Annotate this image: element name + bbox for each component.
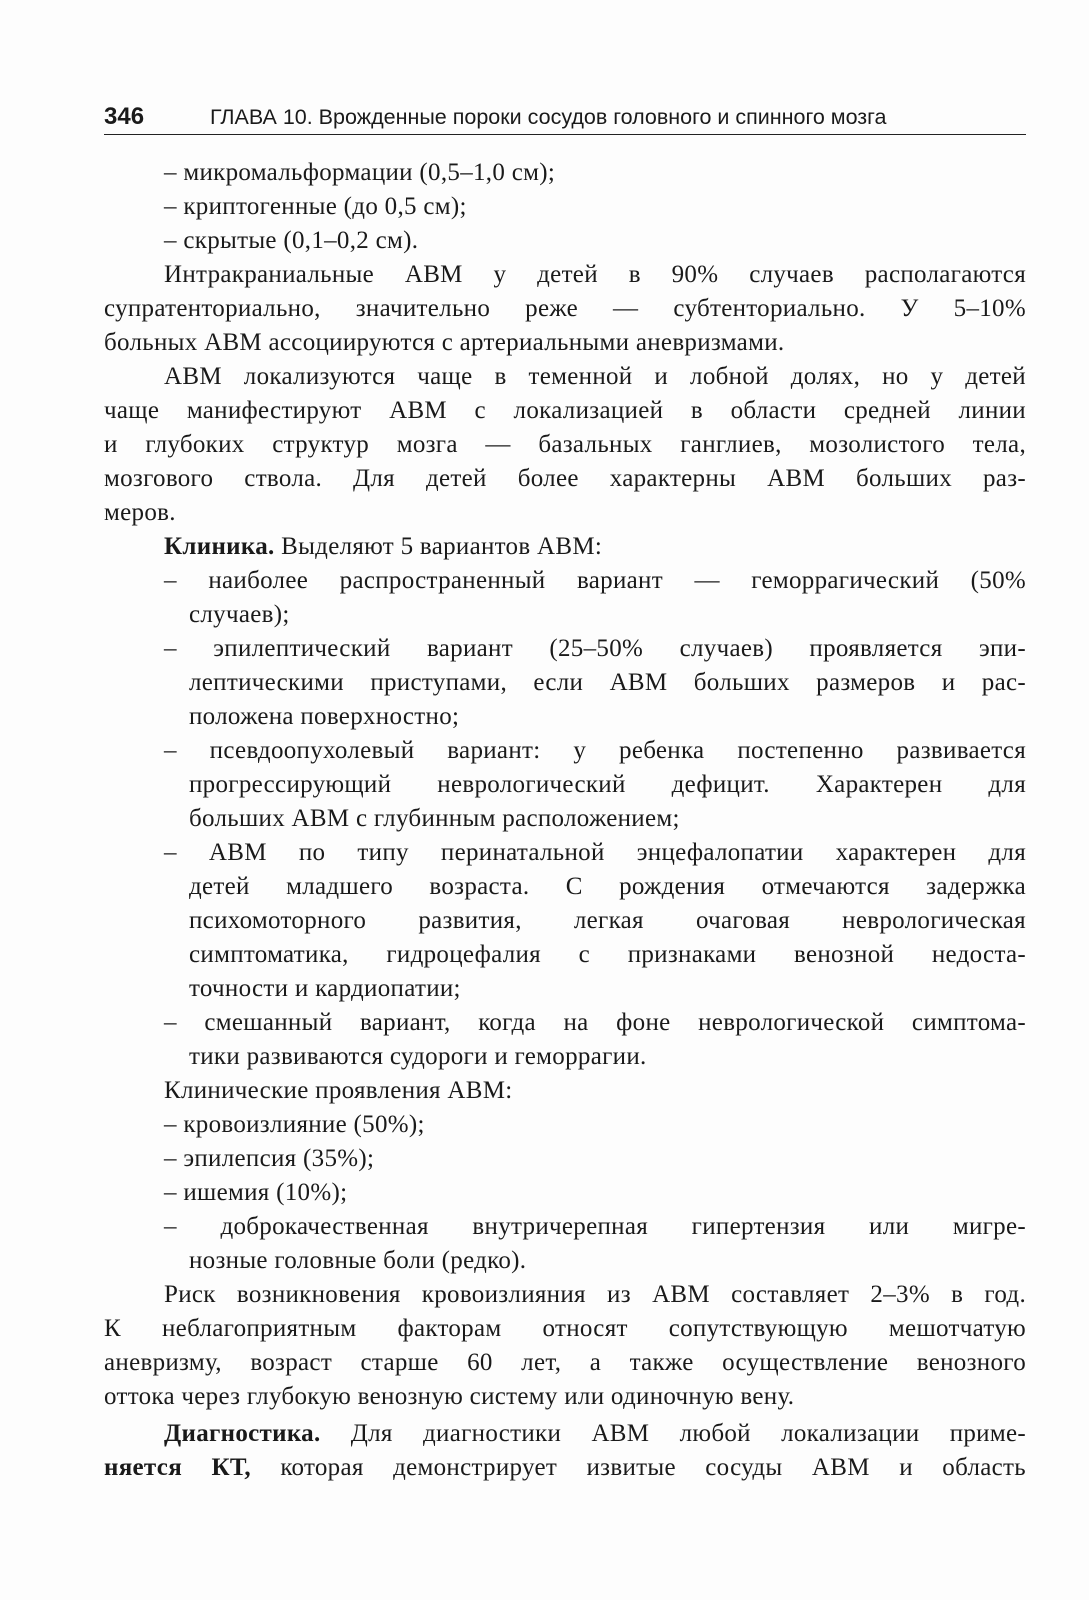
- text-line: – кровоизлияние (50%);: [164, 1111, 425, 1138]
- text-line: – ишемия (10%);: [164, 1179, 348, 1206]
- text-line: психомоторного развития, легкая очаговая неврологическая: [189, 907, 1026, 934]
- text-line: супратенториально, значительно реже — субтенториально. У 5–10%: [104, 295, 1026, 322]
- text-line: лептическими приступами, если АВМ больших размеров и рас-: [189, 669, 1026, 696]
- text-line: оттока через глубокую венозную систему или одиночную вену.: [104, 1383, 795, 1410]
- text-line: – микромальформации (0,5–1,0 см);: [164, 159, 556, 186]
- text-line: Риск возникновения кровоизлияния из АВМ составляет 2–3% в год.: [164, 1281, 1026, 1308]
- diagnostics-line-2: [104, 1451, 1026, 1485]
- diagnostics-line-1: [104, 1417, 1026, 1451]
- text-line: чаще манифестируют АВМ с локализацией в области средней линии: [104, 397, 1026, 424]
- clinic-heading: Клиника.: [164, 533, 275, 560]
- text-line: детей младшего возраста. С рождения отмечаются задержка: [189, 873, 1026, 900]
- clinic-intro: Выделяют 5 вариантов АВМ:: [274, 533, 603, 560]
- clinic-block: [104, 564, 1026, 1414]
- text-line: Клинические проявления АВМ:: [164, 1077, 513, 1104]
- text-line: больных АВМ ассоциируются с артериальными аневризмами.: [104, 329, 785, 356]
- intro-block: [104, 156, 1026, 530]
- text-line: случаев);: [189, 601, 290, 628]
- body-text: [104, 156, 1026, 1485]
- text-line: положена поверхностно;: [189, 703, 460, 730]
- page-header: [104, 100, 1026, 135]
- text-line: меров.: [104, 499, 176, 526]
- text-line: прогрессирующий неврологический дефицит. Характерен для: [189, 771, 1026, 798]
- text-line: – доброкачественная внутричерепная гипертензия или мигре-: [164, 1213, 1026, 1240]
- clinic-paragraph-heading: [104, 530, 1026, 564]
- text-line: нозные головные боли (редко).: [189, 1247, 527, 1274]
- text-line: аневризму, возраст старше 60 лет, а также осуществление венозного: [104, 1349, 1026, 1376]
- text-line: – АВМ по типу перинатальной энцефалопатии характерен для: [164, 839, 1026, 866]
- text-line: – скрытые (0,1–0,2 см).: [164, 227, 419, 254]
- text-line: точности и кардиопатии;: [189, 975, 461, 1002]
- diagnostics-line-1-text: Для диагностики АВМ любой локализации приме-: [320, 1420, 1026, 1447]
- diagnostics-kt: няется КТ,: [104, 1454, 251, 1481]
- text-line: Интракраниальные АВМ у детей в 90% случаев располагаются: [164, 261, 1026, 288]
- text-line: – эпилепсия (35%);: [164, 1145, 375, 1172]
- text-line: К неблагоприятным факторам относят сопутствующую мешотчатую: [104, 1315, 1026, 1342]
- text-line: – смешанный вариант, когда на фоне неврологической симптома-: [164, 1009, 1026, 1036]
- text-line: АВМ локализуются чаще в теменной и лобной долях, но у детей: [164, 363, 1026, 390]
- text-line: и глубоких структур мозга — базальных ганглиев, мозолистого тела,: [104, 431, 1026, 458]
- running-head: ГЛАВА 10. Врожденные пороки сосудов головного и спинного мозга: [210, 105, 887, 129]
- text-line: тики развиваются судороги и геморрагии.: [189, 1043, 647, 1070]
- diagnostics-line-2-text: которая демонстрирует извитые сосуды АВМ и область: [250, 1454, 1026, 1481]
- diagnostics-heading: Диагностика.: [164, 1420, 321, 1447]
- text-line: симптоматика, гидроцефалия с признаками венозной недоста-: [189, 941, 1026, 968]
- text-line: – криптогенные (до 0,5 см);: [164, 193, 467, 220]
- text-line: больших АВМ с глубинным расположением;: [189, 805, 680, 832]
- text-line: мозгового ствола. Для детей более характерны АВМ больших раз-: [104, 465, 1026, 492]
- page-number: 346: [104, 103, 145, 130]
- text-line: – наиболее распространенный вариант — геморрагический (50%: [164, 567, 1026, 594]
- text-line: – псевдоопухолевый вариант: у ребенка постепенно развивается: [164, 737, 1026, 764]
- text-line: – эпилептический вариант (25–50% случаев) проявляется эпи-: [164, 635, 1026, 662]
